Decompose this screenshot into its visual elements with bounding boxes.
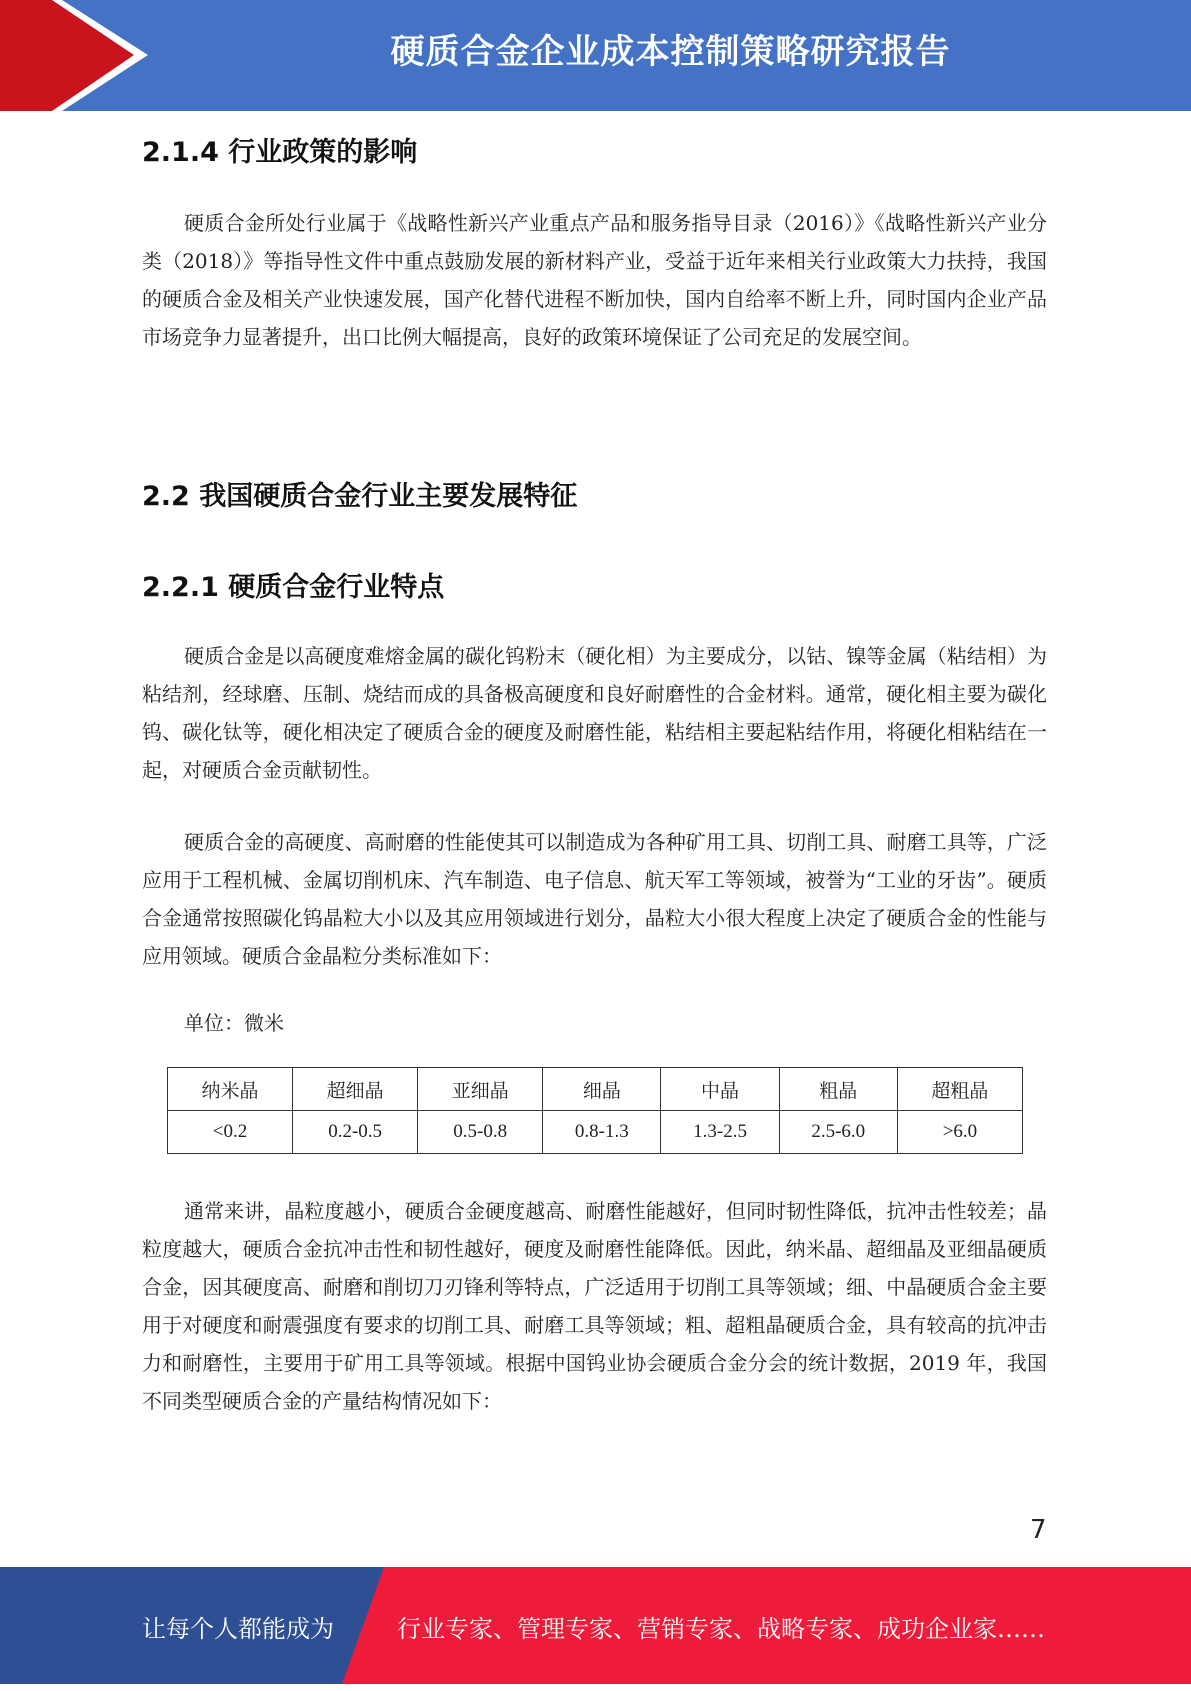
table-cell: 0.5-0.8	[418, 1111, 543, 1154]
unit-label: 单位：微米	[184, 1011, 284, 1035]
grain-size-table	[167, 1067, 1023, 1154]
page-header	[0, 0, 1191, 111]
heading-2-2-1: 2.2.1 硬质合金行业特点	[142, 572, 445, 603]
page-footer	[0, 1567, 1191, 1684]
header-arrow-icon	[0, 0, 150, 111]
paragraph-policy-impact: 硬质合金所处行业属于《战略性新兴产业重点产品和服务指导目录（2016）》《战略性新兴产业分类（2018）》等指导性文件中重点鼓励发展的新材料产业，受益于近年来相关行业政策大力扶持，我国的硬质合金及相关产业快速发展，国产化替代进程不断加快，国内自给率不断上升，同时国内企业产品市场竞争力显著提升，出口比例大幅提高，良好的政策环境保证了公司充足的发展空间。	[142, 211, 1047, 349]
table-header-cell: 粗晶	[779, 1068, 897, 1111]
table-header-cell: 超细晶	[293, 1068, 418, 1111]
table-cell: 1.3-2.5	[661, 1111, 779, 1154]
table-header-cell: 纳米晶	[168, 1068, 293, 1111]
table-cell: 0.2-0.5	[293, 1111, 418, 1154]
page-number: 7	[1030, 1515, 1047, 1545]
paragraph-grain-size: 通常来讲，晶粒度越小，硬质合金硬度越高、耐磨性能越好，但同时韧性降低，抗冲击性较差；晶粒度越大，硬质合金抗冲击性和韧性越好，硬度及耐磨性能降低。因此，纳米晶、超细晶及亚细晶硬质合金，因其硬度高、耐磨和削切刀刃锋利等特点，广泛适用于切削工具等领域；细、中晶硬质合金主要用于对硬度和耐震强度有要求的切削工具、耐磨工具等领域；粗、超粗晶硬质合金，具有较高的抗冲击力和耐磨性，主要用于矿用工具等领域。根据中国钨业协会硬质合金分会的统计数据，2019 年，我国不同类型硬质合金的产量结构情况如下：	[142, 1199, 1047, 1413]
footer-slogan-right: 行业专家、管理专家、营销专家、战略专家、成功企业家……	[397, 1615, 1045, 1643]
table-header-row	[168, 1068, 1023, 1111]
table-cell: >6.0	[897, 1111, 1022, 1154]
table-header-cell: 细晶	[543, 1068, 661, 1111]
paragraph-applications: 硬质合金的高硬度、高耐磨的性能使其可以制造成为各种矿用工具、切削工具、耐磨工具等，广泛应用于工程机械、金属切削机床、汽车制造、电子信息、航天军工等领域，被誉为“工业的牙齿”。硬质合金通常按照碳化钨晶粒大小以及其应用领域进行划分，晶粒大小很大程度上决定了硬质合金的性能与应用领域。硬质合金晶粒分类标准如下：	[142, 830, 1047, 968]
heading-2-2: 2.2 我国硬质合金行业主要发展特征	[142, 481, 578, 512]
table-header-cell: 超粗晶	[897, 1068, 1022, 1111]
paragraph-definition: 硬质合金是以高硬度难熔金属的碳化钨粉末（硬化相）为主要成分，以钴、镍等金属（粘结相）为粘结剂，经球磨、压制、烧结而成的具备极高硬度和良好耐磨性的合金材料。通常，硬化相主要为碳化钨、碳化钛等，硬化相决定了硬质合金的硬度及耐磨性能，粘结相主要起粘结作用，将硬化相粘结在一起，对硬质合金贡献韧性。	[142, 644, 1047, 782]
table-header-cell: 中晶	[661, 1068, 779, 1111]
table-cell: 2.5-6.0	[779, 1111, 897, 1154]
table-header-cell: 亚细晶	[418, 1068, 543, 1111]
footer-slogan-left: 让每个人都能成为	[142, 1615, 334, 1643]
heading-2-1-4: 2.1.4 行业政策的影响	[142, 137, 418, 168]
table-row	[168, 1111, 1023, 1154]
table-cell: 0.8-1.3	[543, 1111, 661, 1154]
table-cell: <0.2	[168, 1111, 293, 1154]
report-title: 硬质合金企业成本控制策略研究报告	[390, 32, 951, 72]
